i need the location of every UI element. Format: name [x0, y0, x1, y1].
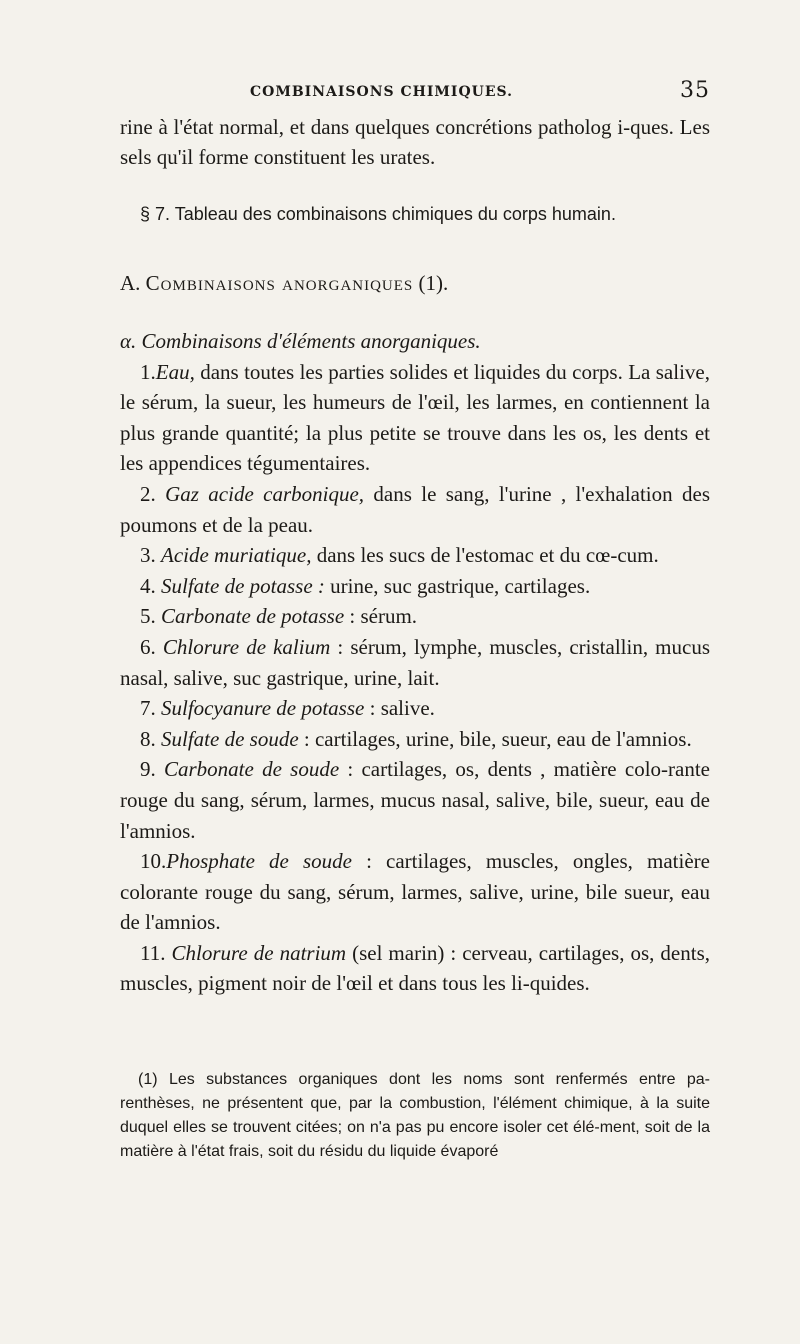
- list-item: 1.Eau, dans toutes les parties solides et liquides du corps. La salive, le sérum, la sueur, les humeurs de l'œil, les larmes, en contiennent la plus grande quantité; la plus petite se trouve dans les os, les dents et les appendices tégumentaires.: [120, 359, 710, 476]
- item-name: Acide muriatique,: [161, 543, 312, 568]
- section-heading: § 7. Tableau des combinaisons chimiques du corps humain.: [140, 204, 616, 224]
- list-item: 5. Carbonate de potasse : sérum.: [140, 604, 418, 629]
- list-item: 6. Chlorure de kalium : sérum, lymphe, muscles, cristallin, mucus nasal, salive, suc gastrique, urine, lait.: [120, 634, 711, 690]
- list-item: 4. Sulfate de potasse : urine, suc gastrique, cartilages.: [140, 573, 591, 598]
- heading-a: [120, 268, 710, 298]
- item-name: Eau,: [155, 359, 195, 384]
- heading-a-letter: A.: [120, 271, 141, 295]
- list-item: 2. Gaz acide carbonique, dans le sang, l'urine , l'exhalation des poumons et de la peau.: [120, 481, 710, 537]
- item-name: Chlorure de kalium: [162, 634, 331, 659]
- list-item: 9. Carbonate de soude : cartilages, os, dents , matière colo-rante rouge du sang, sérum, larmes, mucus nasal, salive, bile, sueur, eau de l'amnios.: [120, 757, 710, 843]
- heading-alpha: α. Combinaisons d'éléments anorganiques.: [120, 329, 481, 353]
- running-header: [250, 78, 710, 103]
- running-title: COMBINAISONS CHIMIQUES.: [250, 84, 514, 100]
- footnote: (1) Les substances organiques dont les noms sont renfermés entre pa-renthèses, ne présentent que, par la combustion, l'élément chimique, à la suite duquel elles se trouvent citées; on n'a pas pu encore isoler cet élé-ment, soit de la matière à l'état frais, soit du résidu du liquide évaporé: [120, 1071, 710, 1160]
- intro-paragraph: [120, 112, 710, 172]
- list-item: 7. Sulfocyanure de potasse : salive.: [140, 696, 435, 721]
- heading-a-note-ref: (1).: [418, 271, 449, 295]
- item-name: Sulfate de potasse :: [161, 573, 325, 598]
- item-name: Phosphate de soude: [166, 849, 352, 874]
- item-name: Chlorure de natrium: [171, 940, 347, 965]
- heading-a-label: Combinaisons anorganiques: [145, 271, 414, 295]
- list-item: 10.Phosphate de soude : cartilages, muscles, ongles, matière colorante rouge du sang, sérum, larmes, salive, urine, bile sueur, eau de l'amnios.: [120, 849, 710, 935]
- item-name: Sulfocyanure de potasse: [161, 696, 365, 721]
- list-item: 3. Acide muriatique, dans les sucs de l'estomac et du cœ-cum.: [140, 543, 659, 568]
- list-item: 11. Chlorure de natrium (sel marin) : cerveau, cartilages, os, dents, muscles, pigment noir de l'œil et dans tous les li-quides.: [120, 940, 710, 996]
- item-name: Carbonate de soude: [164, 757, 340, 782]
- item-name: Carbonate de potasse: [161, 604, 345, 629]
- page-number: 35: [680, 78, 710, 103]
- item-list: [120, 326, 710, 999]
- intro-text: rine à l'état normal, et dans quelques concrétions patholog i-ques. Les sels qu'il forme constituent les urates.: [120, 115, 710, 169]
- item-name: Gaz acide carbonique,: [165, 481, 365, 506]
- item-name: Sulfate de soude: [161, 726, 299, 751]
- list-item: 8. Sulfate de soude : cartilages, urine, bile, sueur, eau de l'amnios.: [140, 726, 692, 751]
